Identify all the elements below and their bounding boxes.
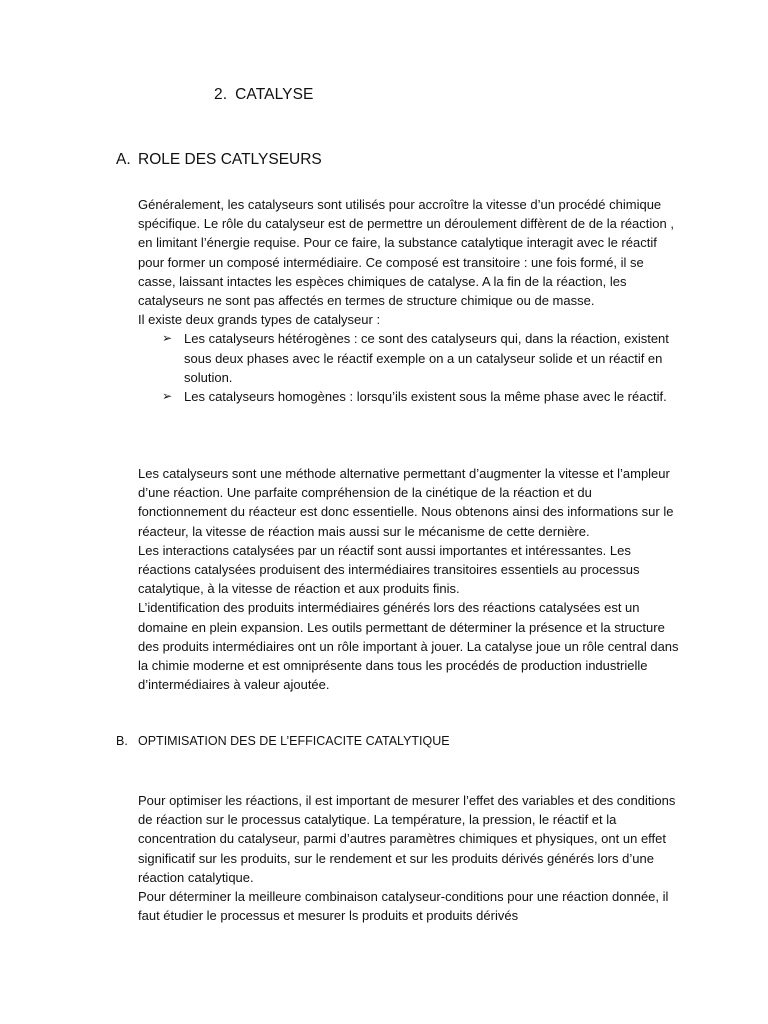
section-a-discussion xyxy=(138,464,683,694)
section-a-letter: A. xyxy=(116,151,131,168)
catalyst-types-list xyxy=(138,329,683,406)
section-b-letter: B. xyxy=(116,734,128,748)
arrowhead-bullet-icon: ➢ xyxy=(162,331,173,346)
catalyst-type-heterogeneous: Les catalyseurs hétérogènes : ce sont des catalyseurs qui, dans la réaction, existent sous deux phases avec le réactif exemple on a un catalyseur solide et un réactif en solution. xyxy=(184,331,669,385)
main-heading-text: CATALYSE xyxy=(235,86,314,103)
section-a-title: ROLE DES CATLYSEURS xyxy=(138,151,322,168)
catalyst-type-homogeneous: Les catalyseurs homogènes : lorsqu’ils existent sous la même phase avec le réactif. xyxy=(184,389,667,405)
arrowhead-bullet-icon: ➢ xyxy=(162,389,173,404)
section-b-heading xyxy=(116,734,450,748)
paragraph-catalysed-interactions: Les interactions catalysées par un réactif sont aussi importantes et intéressantes. Les réactions catalysées produisent des intermédiaires transitoires essentiels au processus catalytique, à la vitesse de réaction et aux produits finis. xyxy=(138,542,640,597)
paragraph-intermediate-identification: L’identification des produits intermédiaires générés lors des réactions catalysées est un domaine en plein expansion. Les outils permettant de déterminer la présence et la structure des produits intermédiaires ont un rôle important à jouer. La catalyse joue un rôle central dans la chimie moderne et est omniprésente dans tous les procédés de production industrielle d’intermédiaires à valeur ajoutée. xyxy=(138,600,679,693)
list-item xyxy=(138,329,683,387)
paragraph-optimisation: Pour optimiser les réactions, il est important de mesurer l’effet des variables et des conditions de réaction sur le processus catalytique. La température, la pression, le réactif et la concentration du catalyseur, parmi d’autres paramètres chimiques et physiques, ont un effet significatif sur les produits, sur le rendement et sur les produits dérivés générés lors d’une réaction catalytique. xyxy=(138,793,676,885)
section-b-body xyxy=(138,791,683,925)
main-heading-number: 2. xyxy=(214,86,228,103)
section-a-intro-paragraph: Généralement, les catalyseurs sont utilisés pour accroître la vitesse d’un procédé chimique spécifique. Le rôle du catalyseur est de permettre un déroulement diffèrent de de la réaction , en limitant l’énergie requise. Pour ce faire, la substance catalytique interagit avec le réactif pour former un composé intermédiaire. Ce composé est transitoire : une fois formé, il se casse, laissant intactes les espèces chimiques de catalyse. A la fin de la réaction, les catalyseurs ne sont pas affectés en termes de structure chimique ou de masse. xyxy=(138,197,674,309)
paragraph-best-combination: Pour déterminer la meilleure combinaison catalyseur-conditions pour une réaction donnée, il faut étudier le processus et mesurer ls produits et produits dérivés xyxy=(138,889,669,924)
section-a-body xyxy=(138,195,683,406)
main-heading xyxy=(214,86,313,104)
section-a-heading xyxy=(116,151,322,169)
list-item xyxy=(138,387,683,406)
section-b-title: OPTIMISATION DES DE L’EFFICACITE CATALYTIQUE xyxy=(138,734,450,748)
paragraph-alternative-method: Les catalyseurs sont une méthode alternative permettant d’augmenter la vitesse et l’ampleur d’une réaction. Une parfaite compréhension de la cinétique de la réaction et du fonctionnement du réacteur est donc essentielle. Nous obtenons ainsi des informations sur le réacteur, la vitesse de réaction mais aussi sur le mécanisme de cette dernière. xyxy=(138,466,674,539)
catalyst-types-intro: Il existe deux grands types de catalyseur : xyxy=(138,312,381,328)
